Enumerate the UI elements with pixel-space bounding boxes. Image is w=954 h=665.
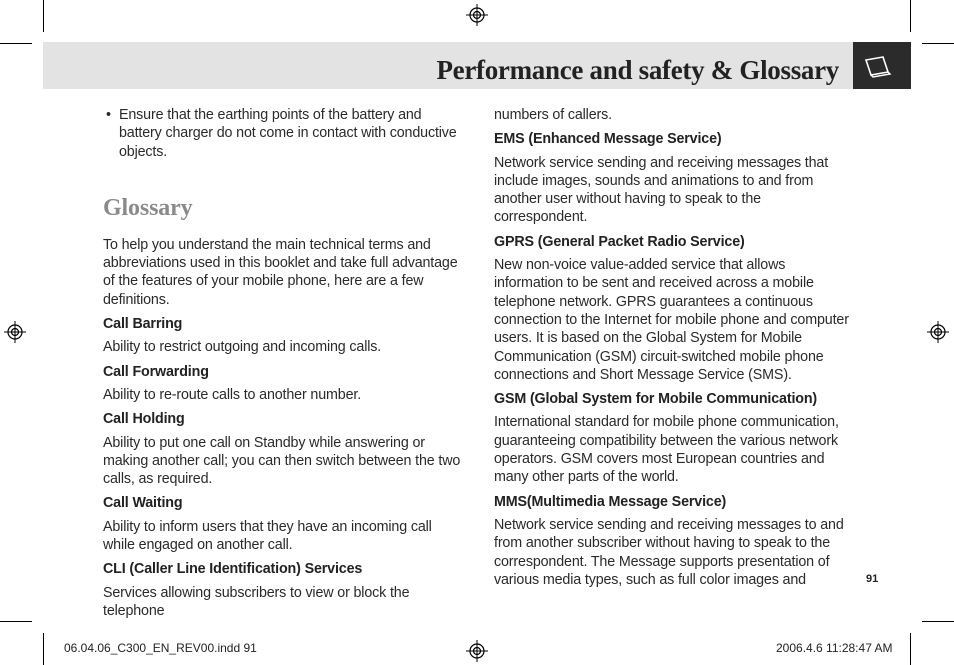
crop-mark bbox=[922, 43, 954, 44]
glossary-definition: Ability to inform users that they have an incoming call while engaged on another call. bbox=[103, 518, 432, 554]
registration-mark-icon bbox=[4, 321, 26, 343]
continuation-text: numbers of callers. bbox=[494, 107, 612, 123]
page-number: 91 bbox=[866, 573, 879, 585]
glossary-term: GSM (Global System for Mobile Communication) bbox=[494, 391, 818, 408]
footer-timestamp: 2006.4.6 11:28:47 AM bbox=[776, 641, 893, 655]
bullet-text: Ensure that the earthing points of the battery and battery charger do not come in contact with conductive objects. bbox=[119, 107, 457, 160]
registration-mark-icon bbox=[466, 640, 488, 662]
glossary-definition: Network service sending and receiving messages that include images, sounds and animations to and from another user without having to speak to the correspondent. bbox=[494, 154, 829, 226]
bullet-dot: • bbox=[106, 107, 111, 123]
glossary-term: EMS (Enhanced Message Service) bbox=[494, 131, 722, 148]
glossary-definition: Ability to put one call on Standby while answering or making another call; you can then switch between the two calls, as required. bbox=[103, 434, 461, 488]
glossary-definition: International standard for mobile phone communication, guaranteeing compatibility between the various network operators. GSM covers most European countries and many other parts of the world. bbox=[494, 414, 839, 486]
glossary-term: Call Forwarding bbox=[103, 363, 209, 380]
chapter-tab bbox=[853, 42, 911, 89]
crop-mark bbox=[0, 621, 32, 622]
glossary-definition: New non-voice value-added service that allows information to be sent and received across a mobile telephone network. GPRS guarantees a continuous connection to the Internet for mobile phone and computer users. It is based on the Global System for Mobile Communication (GSM) circuit-switched mobile phone connections and Short Message Service (SMS). bbox=[494, 257, 849, 383]
bullet-item bbox=[106, 106, 465, 161]
phone-outline-icon bbox=[863, 52, 899, 80]
crop-mark bbox=[910, 633, 911, 665]
registration-mark-icon bbox=[466, 4, 488, 26]
glossary-definition: Network service sending and receiving messages to and from another subscriber without having to speak to the correspondent. The Message supports presentation of various media types, such as full color images and bbox=[494, 516, 844, 588]
crop-mark bbox=[910, 0, 911, 32]
crop-mark bbox=[43, 0, 44, 32]
glossary-term: Call Holding bbox=[103, 411, 185, 428]
section-title: Glossary bbox=[103, 194, 193, 221]
glossary-term: MMS(Multimedia Message Service) bbox=[494, 493, 727, 510]
left-column bbox=[103, 106, 465, 620]
glossary-definition: Ability to restrict outgoing and incoming calls. bbox=[103, 339, 382, 356]
glossary-term: CLI (Caller Line Identification) Services bbox=[103, 561, 363, 578]
footer-file-name: 06.04.06_C300_EN_REV00.indd 91 bbox=[64, 641, 257, 655]
crop-mark bbox=[0, 43, 32, 44]
crop-mark bbox=[922, 621, 954, 622]
right-column bbox=[494, 106, 856, 589]
glossary-term: Call Barring bbox=[103, 316, 183, 333]
intro-paragraph: To help you understand the main technical terms and abbreviations used in this booklet and take full advantage of the features of your mobile phone, here are a few definitions. bbox=[103, 236, 458, 308]
page-title: Performance and safety & Glossary bbox=[436, 55, 839, 85]
glossary-term: GPRS (General Packet Radio Service) bbox=[494, 233, 745, 250]
glossary-definition: Ability to re-route calls to another number. bbox=[103, 386, 362, 403]
registration-mark-icon bbox=[927, 321, 949, 343]
crop-mark bbox=[43, 633, 44, 665]
glossary-definition: Services allowing subscribers to view or block the telephone bbox=[103, 584, 410, 619]
glossary-term: Call Waiting bbox=[103, 495, 183, 512]
